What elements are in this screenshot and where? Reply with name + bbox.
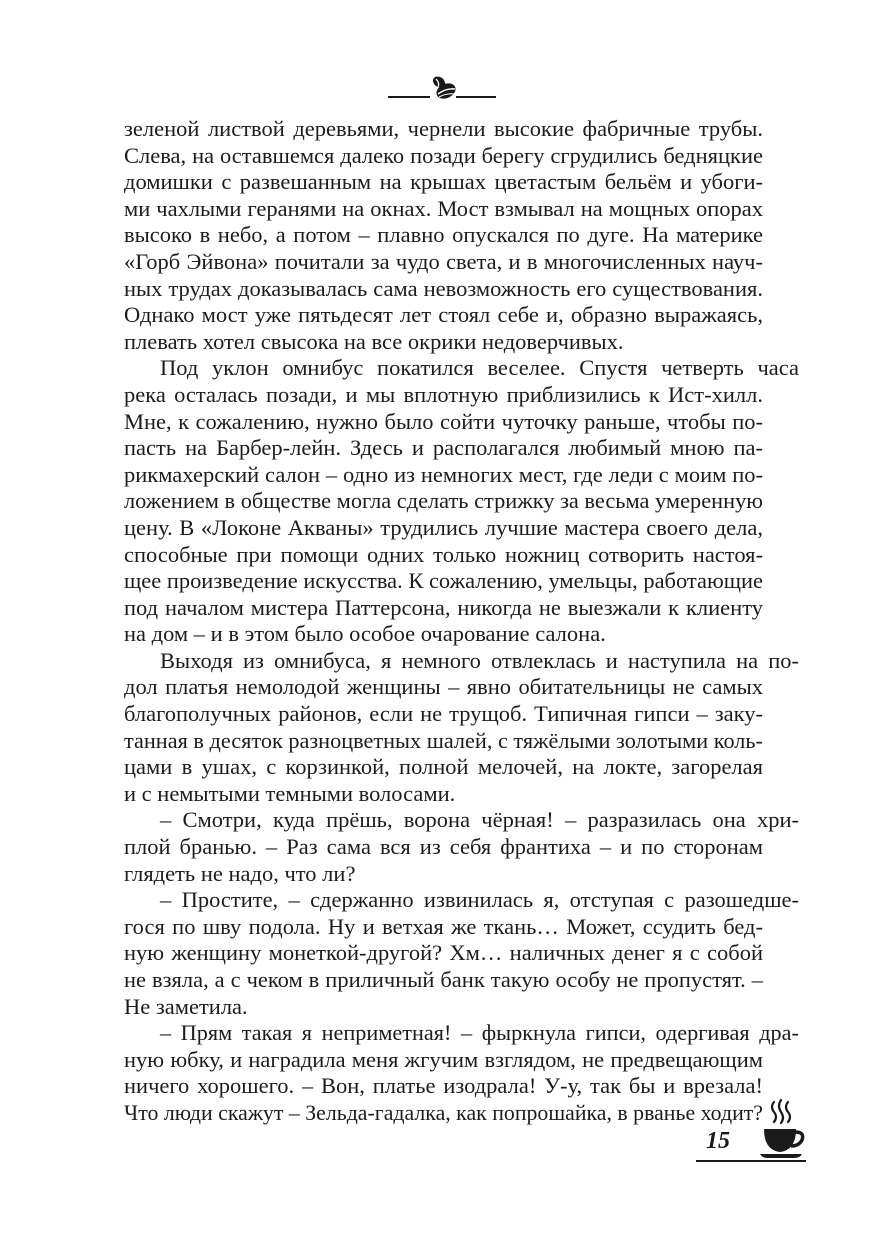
- text-line: река осталась позади, и мы вплотную приблизились к Ист-хилл.: [124, 381, 763, 407]
- text-line: щее произведение искусства. К сожалению, умельцы, работающие: [124, 568, 763, 594]
- coffee-cup-icon: [760, 1098, 806, 1160]
- text-line: глядеть не надо, что ли?: [124, 860, 356, 886]
- text-line: благополучных районов, если не трущоб. Типичная гипси – заку-: [124, 701, 763, 727]
- body-text: [124, 116, 799, 1127]
- text-line: «Горб Эйвона» почитали за чудо света, и в многочисленных науч-: [124, 248, 763, 274]
- text-line: Не заметила.: [124, 993, 248, 1019]
- text-line: ную юбку, и наградила меня жгучим взглядом, не предвещающим: [124, 1046, 763, 1072]
- text-line: ничего хорошего. – Вон, платье изодрала! У-у, так бы и врезала!: [124, 1073, 763, 1099]
- text-line: цену. В «Локоне Акваны» трудились лучшие мастера своего дела,: [124, 514, 763, 540]
- paragraph: [124, 647, 799, 808]
- paragraph: [124, 887, 799, 1020]
- text-line: – Смотри, куда прёшь, ворона чёрная! – разразилась она хри-: [160, 807, 799, 833]
- paragraph: [124, 116, 763, 355]
- text-line: ми чахлыми геранями на окнах. Мост взмывал на мощных опорах: [124, 195, 763, 221]
- text-line: рикмахерский салон – одно из немногих мест, где леди с моим по-: [124, 461, 763, 487]
- text-line: способные при помощи одних только ножниц сотворить настоя-: [124, 541, 763, 567]
- text-line: Выходя из омнибуса, я немного отвлеклась и наступила на по-: [160, 647, 799, 673]
- text-line: плевать хотел свысока на все окрики недоверчивых.: [124, 328, 624, 354]
- text-line: на дом – и в этом было особое очарование салона.: [124, 621, 606, 647]
- text-line: высоко в небо, а потом – плавно опускался по дуге. На материке: [124, 222, 763, 248]
- page-number: 15: [706, 1128, 730, 1154]
- text-line: гося по шву подола. Ну и ветхая же ткань… Может, ссудить бед-: [124, 913, 763, 939]
- text-line: зеленой листвой деревьями, чернели высокие фабричные трубы.: [124, 116, 763, 141]
- text-line: под началом мистера Паттерсона, никогда не выезжали к клиенту: [124, 594, 763, 620]
- text-line: Слева, на оставшемся далеко позади берегу сгрудились бедняцкие: [124, 142, 763, 168]
- paragraph: [124, 1020, 799, 1126]
- coffee-beans-icon: [429, 74, 457, 100]
- header-ornament: [388, 72, 496, 102]
- text-line: – Простите, – сдержанно извинилась я, отступая с разошедше-: [160, 887, 799, 913]
- text-line: пасть на Барбер-лейн. Здесь и располагался любимый мною па-: [124, 435, 763, 461]
- paragraph: [124, 807, 799, 887]
- text-line: дол платья немолодой женщины – явно обитательницы не самых: [124, 674, 763, 700]
- text-line: Мне, к сожалению, нужно было сойти чуточку раньше, чтобы по-: [124, 408, 763, 434]
- page-footer: [696, 1098, 808, 1168]
- text-line: ложением в обществе могла сделать стрижку за весьма умеренную: [124, 488, 764, 514]
- paragraph: [124, 355, 799, 648]
- text-line: Что люди скажут – Зельда-гадалка, как попрошайка, в рванье ходит?: [124, 1099, 764, 1125]
- footer-rule: [696, 1160, 806, 1162]
- text-line: – Прям такая я неприметная! – фыркнула гипси, одергивая дра-: [159, 1020, 799, 1046]
- text-line: Под уклон омнибус покатился веселее. Спустя четверть часа: [160, 355, 799, 381]
- text-line: не взяла, а с чеком в приличный банк такую особу не пропустят. –: [124, 967, 763, 992]
- text-line: ных трудах доказывалась сама невозможность его существования.: [124, 275, 763, 301]
- text-line: и с немытыми темными волосами.: [124, 780, 456, 806]
- text-line: домишки с развешанным на крышах цветастым бельём и убоги-: [124, 169, 763, 195]
- text-line: ную женщину монеткой-другой? Хм… наличных денег я с собой: [124, 940, 763, 966]
- text-line: танная в десяток разноцветных шалей, с тяжёлыми золотыми коль-: [124, 727, 763, 753]
- header-rule-left: [388, 96, 430, 98]
- header-rule-right: [456, 96, 496, 98]
- text-line: Однако мост уже пятьдесят лет стоял себе и, образно выражаясь,: [124, 302, 763, 328]
- text-line: цами в ушах, с корзинкой, полной мелочей, на локте, загорелая: [124, 754, 763, 780]
- text-line: плой бранью. – Раз сама вся из себя франтиха – и по сторонам: [124, 834, 763, 860]
